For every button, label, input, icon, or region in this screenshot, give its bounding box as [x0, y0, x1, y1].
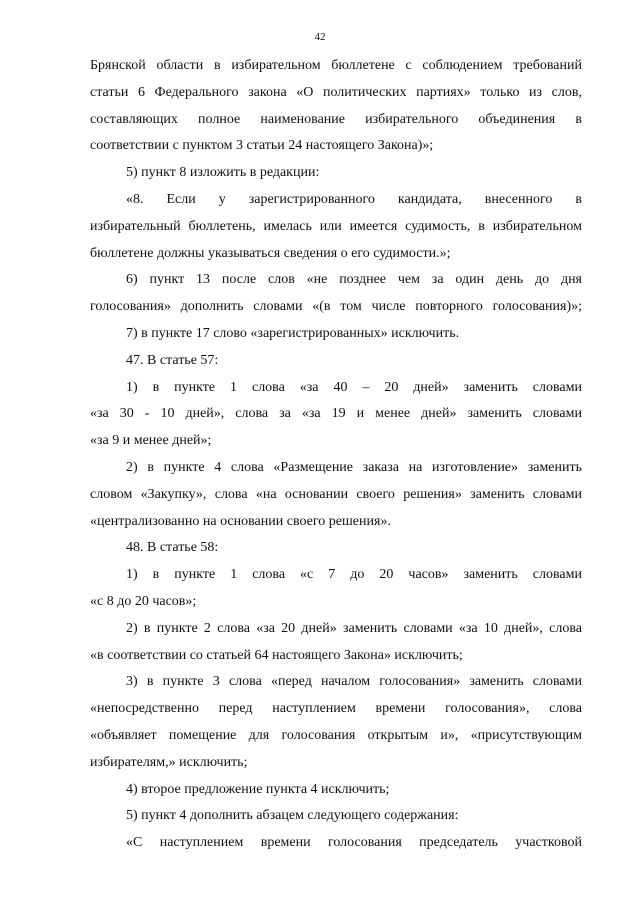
text-line: «с 8 до 20 часов»; [90, 593, 197, 609]
text-line: «за 30 - 10 дней», слова за «за 19 и менее дней» заменить словами [90, 406, 582, 422]
text-line: «в соответствии со статьей 64 настоящего Закона» исключить; [90, 647, 463, 663]
text-line: избирателям,» исключить; [90, 754, 248, 770]
text-line: соответствии с пунктом 3 статьи 24 настоящего Закона)»; [90, 138, 434, 154]
text-line: 5) пункт 8 изложить в редакции: [126, 165, 320, 181]
text-line: «объявляет помещение для голосования открытым и», «присутствующим [90, 727, 582, 743]
text-line: «централизованно на основании своего решения». [90, 513, 391, 529]
text-line: 4) второе предложение пункта 4 исключить; [126, 781, 390, 797]
text-line: 2) в пункте 4 слова «Размещение заказа на изготовление» заменить [126, 459, 582, 475]
text-line: «С наступлением времени голосования председатель участковой [126, 835, 582, 851]
text-line: 48. В статье 58: [126, 540, 219, 556]
text-line: 2) в пункте 2 слова «за 20 дней» заменить словами «за 10 дней», слова [126, 620, 582, 636]
text-line: «за 9 и менее дней»; [90, 433, 212, 449]
text-line: составляющих полное наименование избирательного объединения в [90, 111, 582, 127]
text-line: бюллетене должны указываться сведения о его судимости.»; [90, 245, 451, 261]
text-line: статьи 6 Федерального закона «О политических партиях» только из слов, [90, 84, 582, 100]
text-line: Брянской области в избирательном бюллетене с соблюдением требований [90, 58, 582, 73]
text-line: 5) пункт 4 дополнить абзацем следующего содержания: [126, 808, 459, 824]
text-line: 1) в пункте 1 слова «за 40 – 20 дней» заменить словами [126, 379, 582, 395]
document-body [90, 53, 582, 857]
text-line: голосования» дополнить словами «(в том числе повторного голосования)»; [90, 299, 582, 315]
text-line: «8. Если у зарегистрированного кандидата, внесенного в [126, 191, 582, 207]
text-line: избирательный бюллетень, имелась или имеется судимость, в избирательном [90, 218, 582, 234]
text-line: 47. В статье 57: [126, 352, 219, 368]
text-line: словом «Закупку», слова «на основании своего решения» заменить словами [90, 486, 582, 502]
text-line: 1) в пункте 1 слова «с 7 до 20 часов» заменить словами [126, 567, 582, 583]
text-line: 6) пункт 13 после слов «не позднее чем за один день до дня [126, 272, 582, 288]
text-line: 3) в пункте 3 слова «перед началом голосования» заменить словами [126, 674, 582, 690]
page-number: 42 [314, 31, 326, 43]
text-line: 7) в пункте 17 слово «зарегистрированных» исключить. [126, 325, 460, 341]
text-line: «непосредственно перед наступлением времени голосования», слова [90, 701, 582, 717]
